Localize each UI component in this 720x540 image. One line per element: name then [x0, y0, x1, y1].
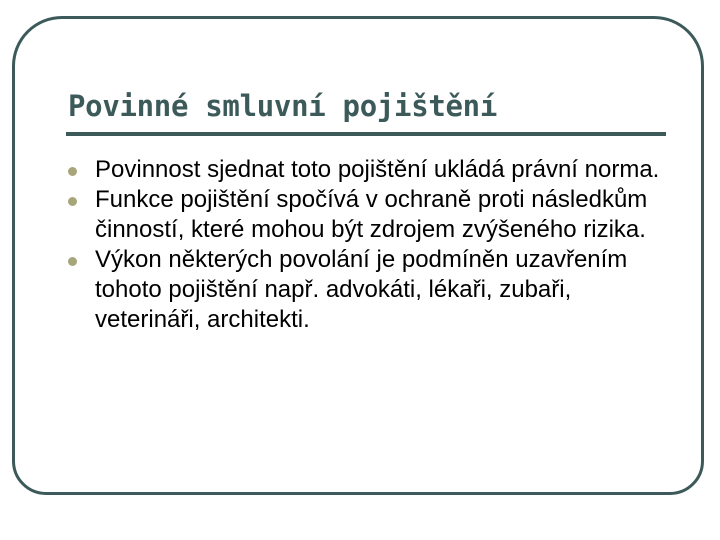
bullet-dot-icon	[68, 257, 77, 266]
bullet-item	[68, 185, 668, 245]
slide-title: Povinné smluvní pojištění	[68, 89, 497, 123]
bullet-text: Funkce pojištění spočívá v ochraně proti následkům činností, které mohou být zdrojem zvýšeného rizika.	[95, 186, 648, 243]
bullet-item	[68, 155, 668, 185]
bullet-text: Výkon některých povolání je podmíněn uzavřením tohoto pojištění např. advokáti, lékaři, zubaři, veterináři, architekti.	[95, 246, 628, 333]
bullet-list	[68, 155, 668, 335]
bullet-dot-icon	[68, 167, 77, 176]
title-underline	[66, 132, 666, 136]
bullet-text: Povinnost sjednat toto pojištění ukládá právní norma.	[95, 156, 660, 183]
bullet-dot-icon	[68, 197, 77, 206]
bullet-item	[68, 245, 668, 335]
